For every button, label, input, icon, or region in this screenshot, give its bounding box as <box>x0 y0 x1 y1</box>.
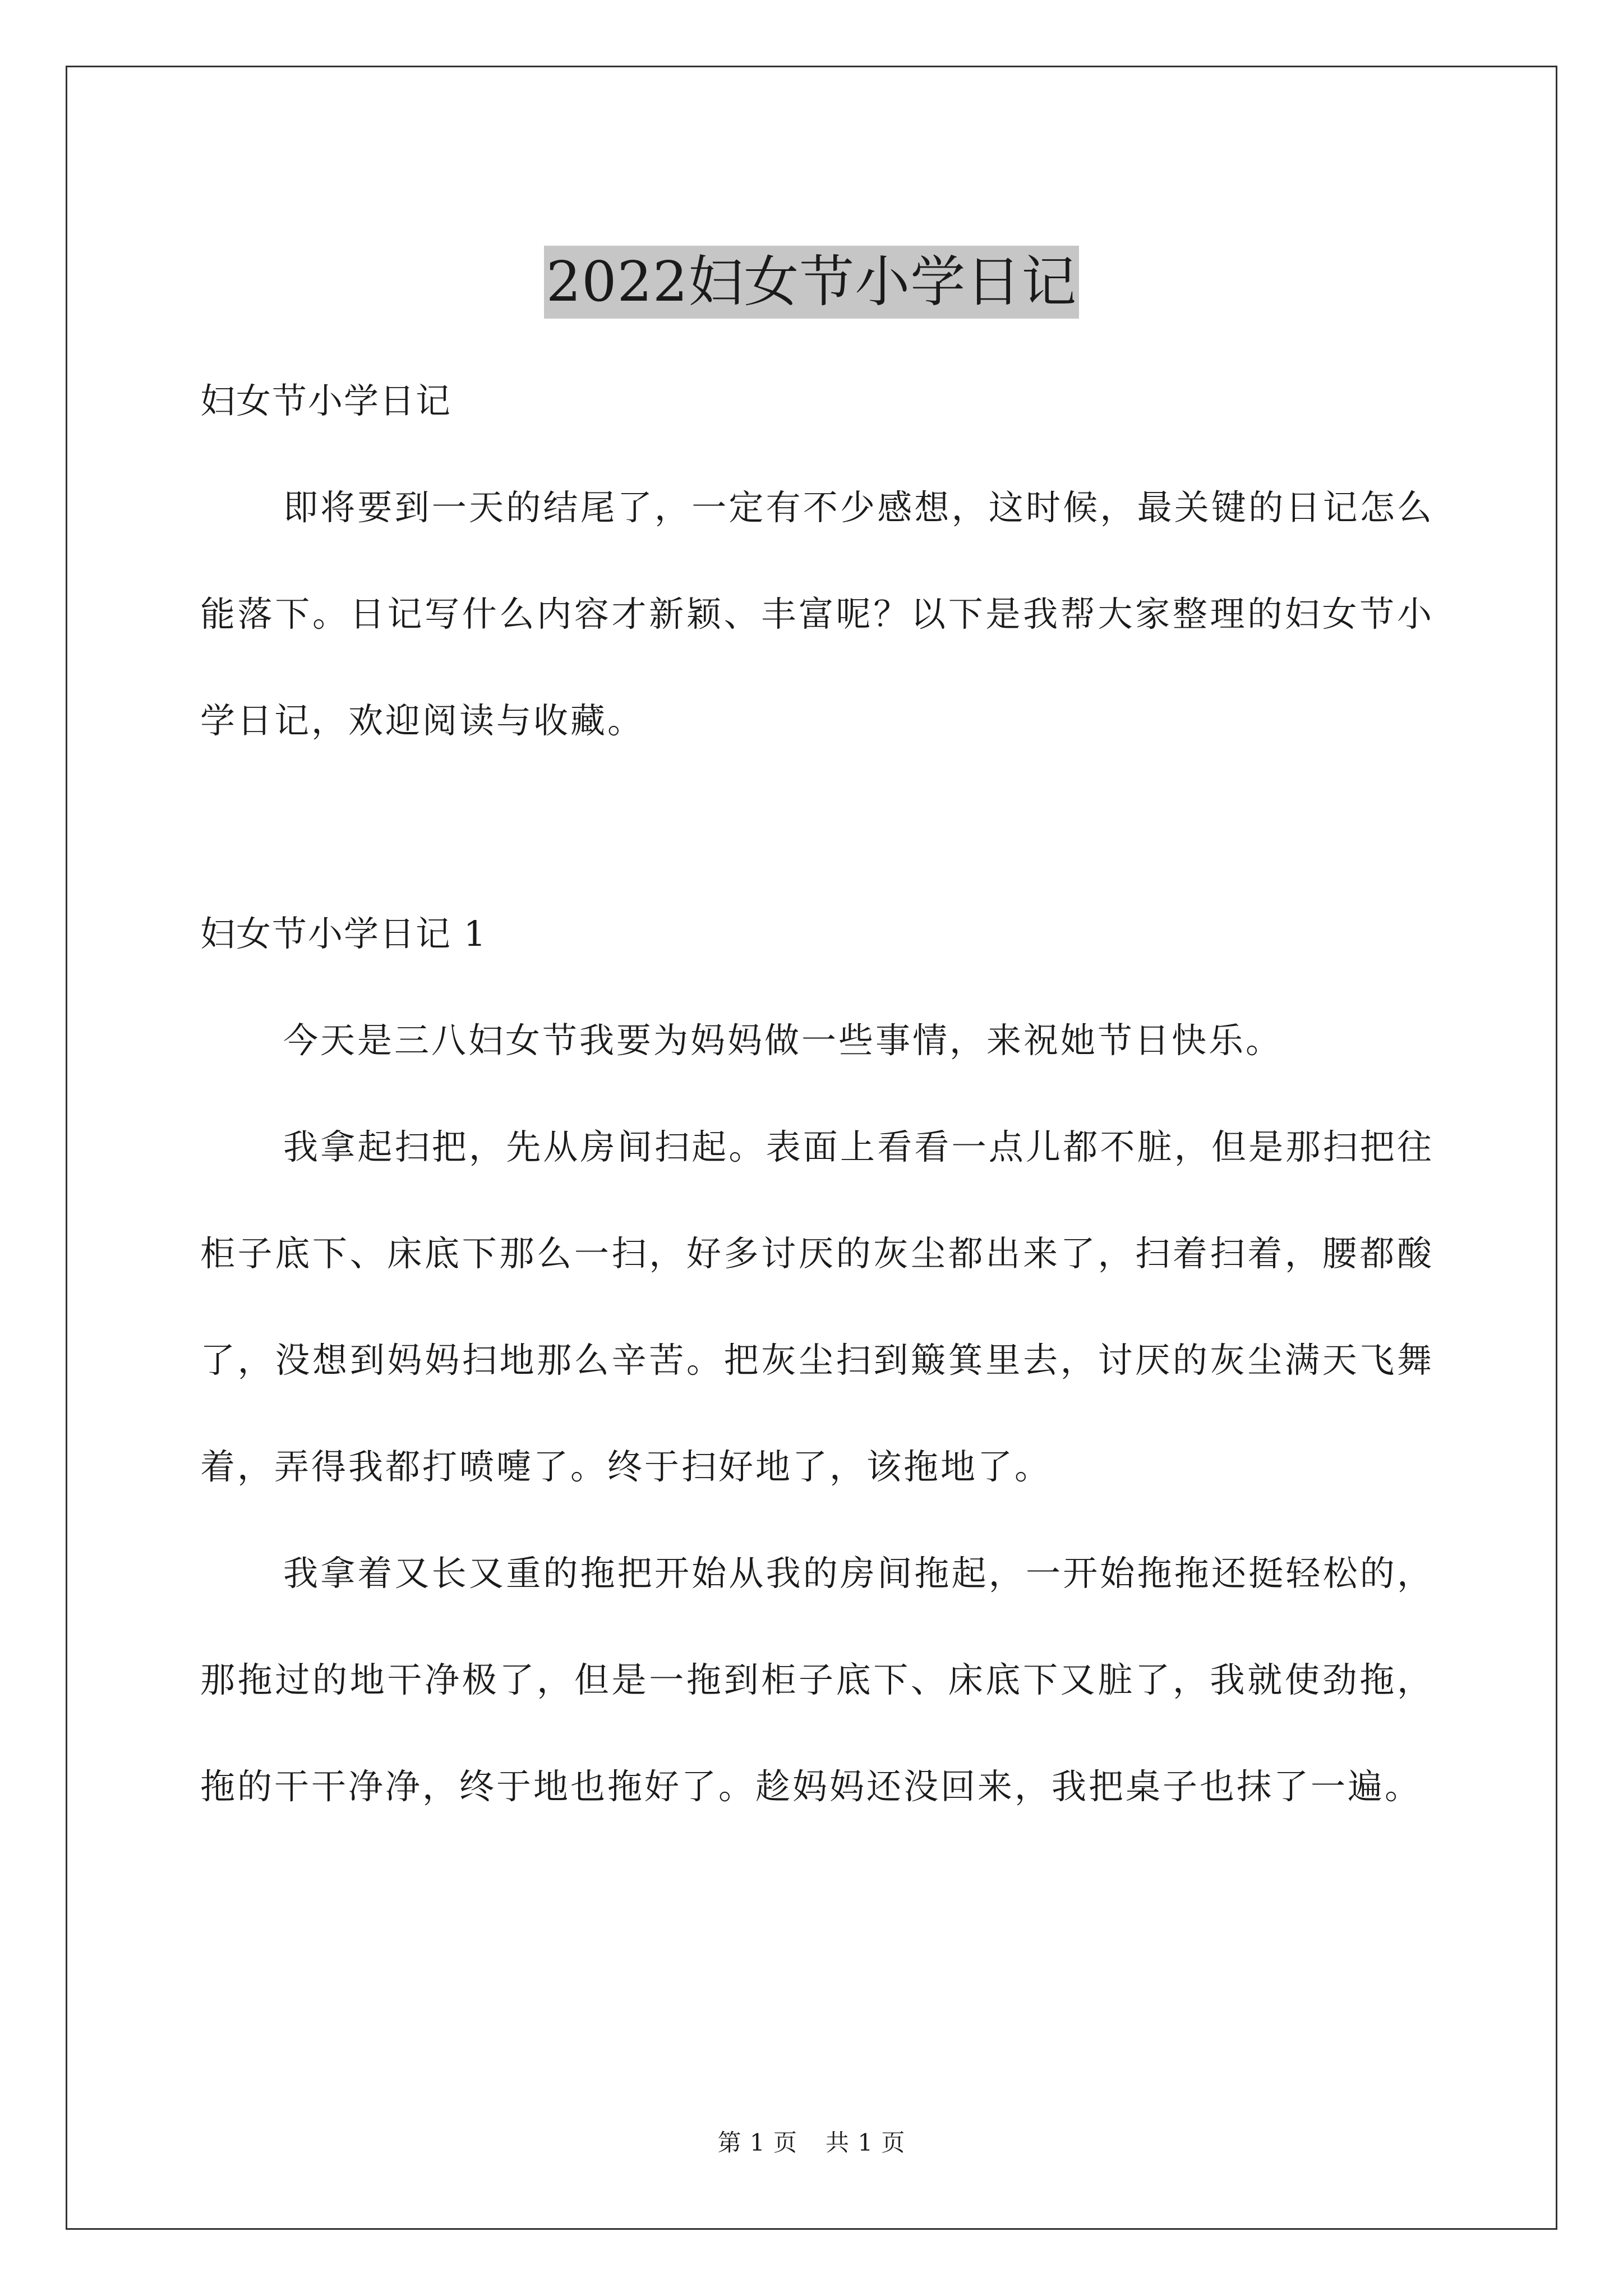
page-number-current: 第 1 页 <box>717 2129 797 2156</box>
page-number-total: 共 1 页 <box>826 2129 906 2156</box>
document-title: 2022妇女节小学日记 <box>544 246 1079 319</box>
section-heading: 妇女节小学日记 1 <box>200 913 487 954</box>
title-area <box>0 209 1623 355</box>
intro-paragraph: 即将要到一天的结尾了，一定有不少感想，这时候，最关键的日记怎么能落下。日记写什么内容才新颖、丰富呢？以下是我帮大家整理的妇女节小学日记，欢迎阅读与收藏。 <box>200 487 1434 741</box>
body-paragraph: 我拿起扫把，先从房间扫起。表面上看看一点儿都不脏，但是那扫把往柜子底下、床底下那么一扫，好多讨厌的灰尘都出来了，扫着扫着，腰都酸了，没想到妈妈扫地那么辛苦。把灰尘扫到簸箕里去，讨厌的灰尘满天飞舞着，弄得我都打喷嚏了。终于扫好地了，该拖地了。 <box>200 1126 1434 1487</box>
section-spacer <box>200 774 1434 881</box>
body-paragraph: 我拿着又长又重的拖把开始从我的房间拖起，一开始拖拖还挺轻松的，那拖过的地干净极了，但是一拖到柜子底下、床底下又脏了，我就使劲拖，拖的干干净净，终于地也拖好了。趁妈妈还没回来，我把桌子也抹了一遍。 <box>200 1553 1434 1807</box>
body-paragraph: 今天是三八妇女节我要为妈妈做一些事情，来祝她节日快乐。 <box>283 1020 1283 1061</box>
document-subtitle: 妇女节小学日记 <box>200 380 452 421</box>
document-body <box>200 348 1434 1840</box>
page-footer <box>0 2126 1623 2160</box>
